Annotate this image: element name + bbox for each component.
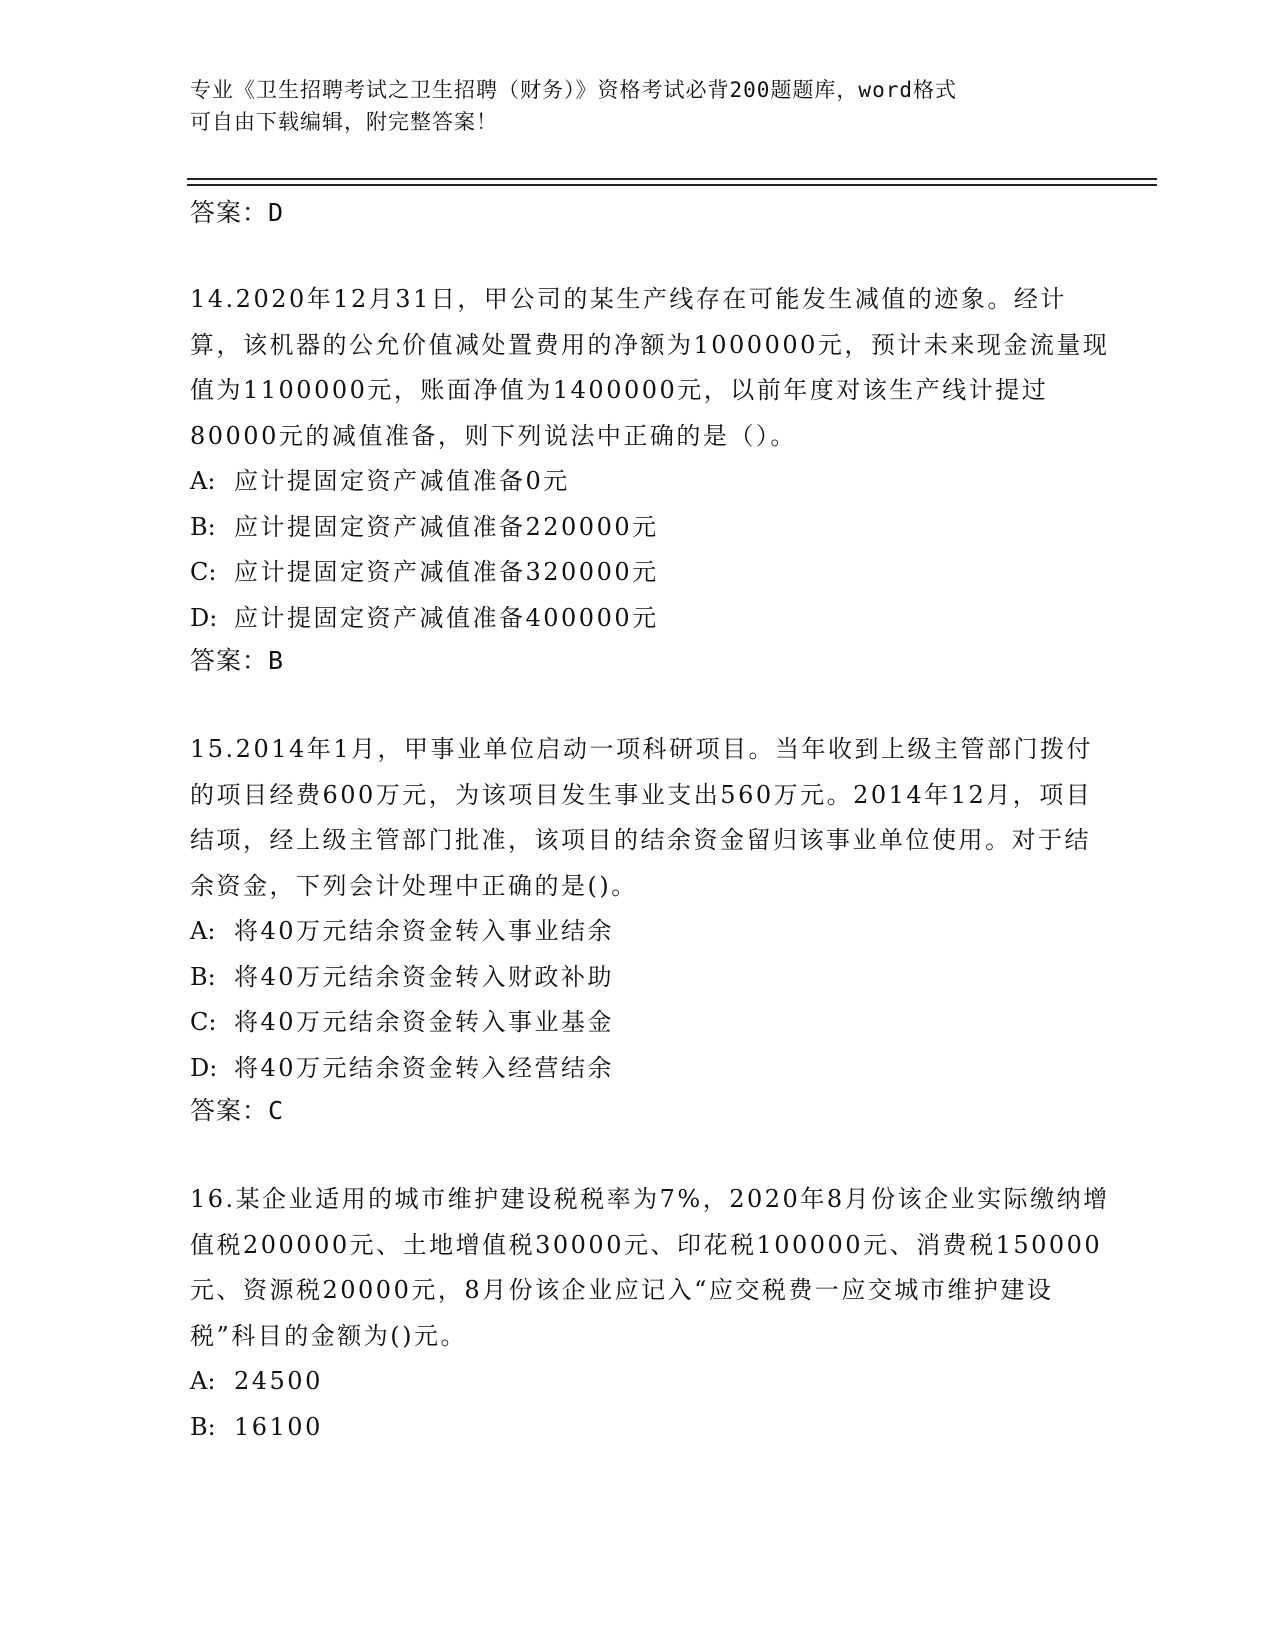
answer-line: 答案：C [190,1096,285,1125]
option-text: 应计提固定资产减值准备0元 [234,467,570,495]
option-text: 应计提固定资产减值准备320000元 [234,558,659,586]
option-text: 16100 [234,1412,323,1441]
option-text: 将40万元结余资金转入经营结余 [234,1053,615,1082]
option-a [190,909,1110,955]
option-letter: A: [190,1367,216,1395]
option-b [190,955,1110,1001]
question-stem: 15.2014年1月，甲事业单位启动一项科研项目。当年收到上级主管部门拨付的项目经费600万元，为该项目发生事业支出560万元。2014年12月，项目结项，经上级主管部门批准，该项目的结余资金留归该事业单位使用。对于结余资金，下列会计处理中正确的是()。 [190,735,1094,900]
option-letter: A: [190,917,216,945]
option-letter: A: [190,467,216,495]
option-b [190,505,1110,551]
option-text: 应计提固定资产减值准备220000元 [234,512,659,541]
option-d [190,596,1110,642]
option-letter: B: [190,962,216,991]
option-d [190,1046,1110,1092]
question-16 [190,1177,1110,1450]
header-title-line-1: 专业《卫生招聘考试之卫生招聘（财务）》资格考试必背200题题库，word格式 [190,78,957,102]
option-text: 将40万元结余资金转入财政补助 [234,962,615,991]
option-letter: D: [190,603,218,632]
document-header [190,74,1090,138]
question-stem: 16.某企业适用的城市维护建设税税率为7%，2020年8月份该企业实际缴纳增值税200000元、土地增值税30000元、印花税100000元、消费税150000元、资源税20000元，8月份该企业应记入“应交税费一应交城市维护建设税”科目的金额为()元。 [190,1185,1110,1350]
option-letter: C: [190,1008,217,1036]
option-text: 将40万元结余资金转入事业结余 [234,917,615,945]
option-text: 24500 [234,1367,323,1395]
option-text: 应计提固定资产减值准备400000元 [234,603,659,632]
option-letter: D: [190,1053,218,1082]
header-divider-bottom [187,184,1157,186]
option-c [190,1000,1110,1046]
question-14 [190,277,1110,681]
option-letter: B: [190,1412,216,1441]
header-divider-top [187,178,1157,180]
header-title-line-2: 可自由下载编辑，附完整答案！ [190,110,498,134]
option-text: 将40万元结余资金转入事业基金 [234,1008,615,1036]
option-a [190,459,1110,505]
option-letter: C: [190,558,217,586]
question-15 [190,727,1110,1131]
answer-line: 答案：B [190,646,285,675]
option-letter: B: [190,512,216,541]
answer-line: 答案：D [190,198,285,227]
document-body [190,193,1110,1496]
option-c [190,550,1110,596]
option-b [190,1405,1110,1451]
question-stem: 14.2020年12月31日，甲公司的某生产线存在可能发生减值的迹象。经计算，该机器的公允价值减处置费用的净额为1000000元，预计未来现金流量现值为1100000元，账面净值为1400000元，以前年度对该生产线计提过80000元的减值准备，则下列说法中正确的是（）。 [190,285,1110,450]
option-a [190,1359,1110,1405]
